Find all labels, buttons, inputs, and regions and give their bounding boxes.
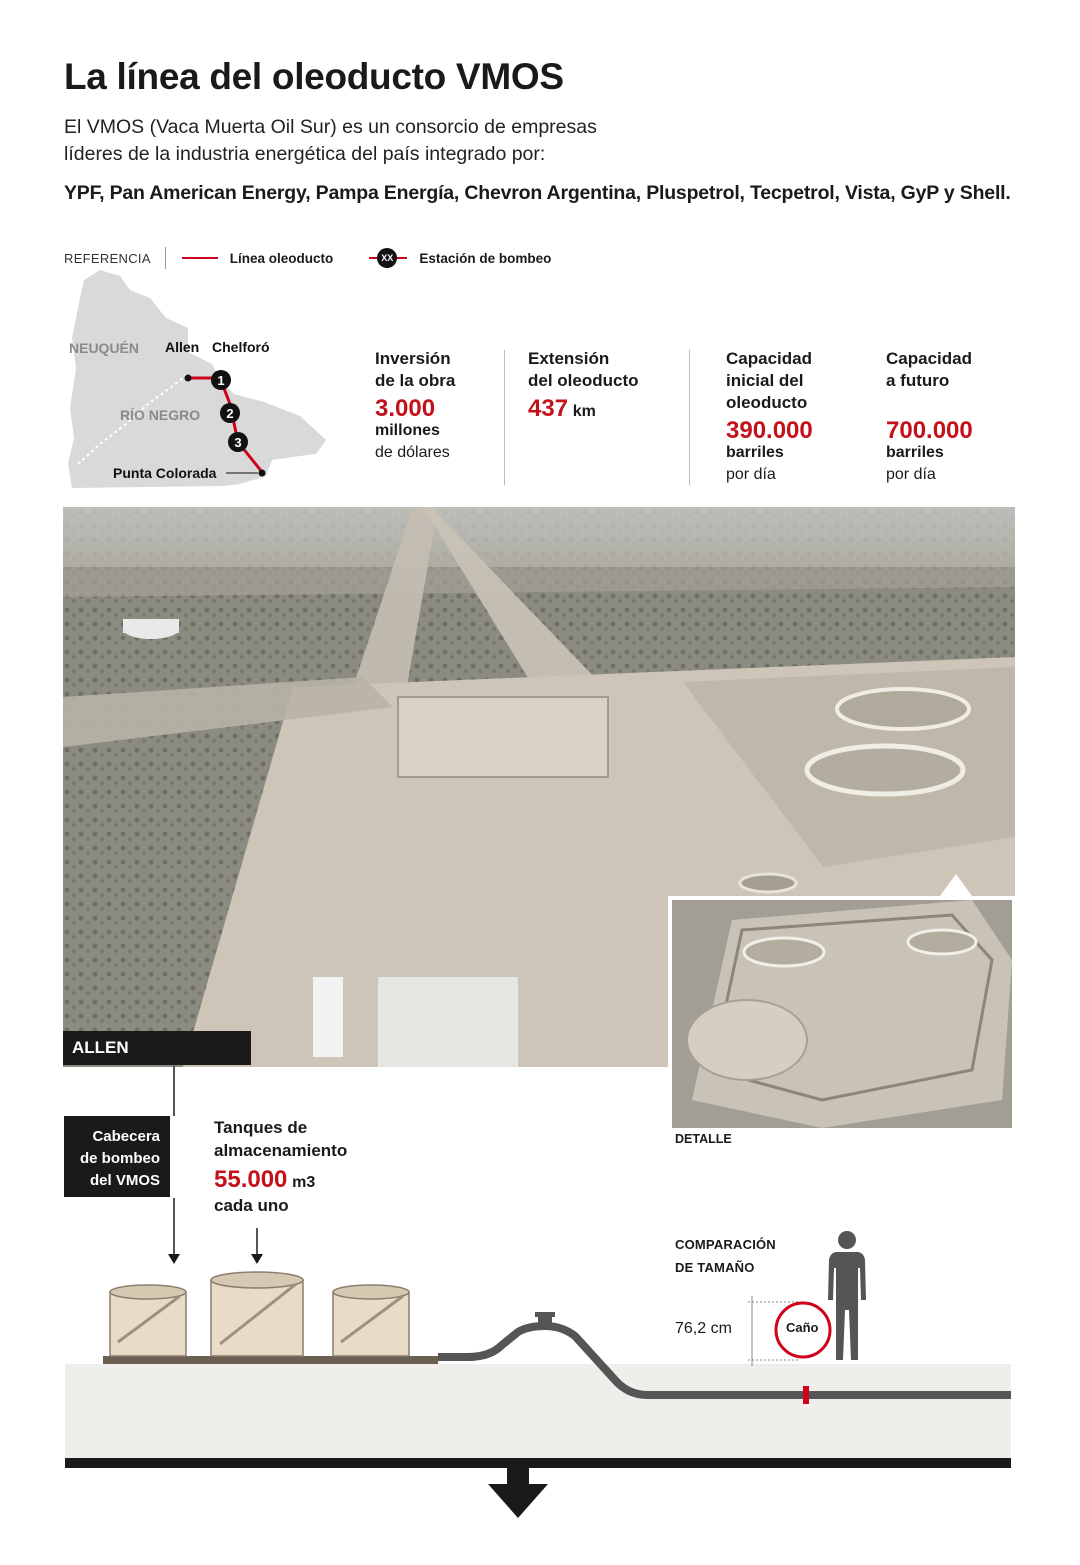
- intro-line-1: El VMOS (Vaca Muerta Oil Sur) es un consorcio de empresas: [64, 116, 597, 138]
- legend-divider: [165, 247, 166, 269]
- pump-station-icon: [369, 248, 407, 268]
- stats-divider-2: [689, 350, 690, 485]
- consortium-members: YPF, Pan American Energy, Pampa Energía, Chevron Argentina, Pluspetrol, Tecpetrol, Vista, GyP y Shell.: [64, 182, 1011, 204]
- pipe-diameter-value: 76,2 cm: [675, 1320, 732, 1337]
- station-1-label: 1: [217, 373, 225, 388]
- extension-value: 437: [528, 395, 569, 422]
- rio-negro-label: RÍO NEGRO: [120, 407, 201, 423]
- pipe-label: Caño: [786, 1320, 819, 1335]
- storage-tank-3: [333, 1285, 409, 1356]
- person-silhouette-icon: [828, 1231, 866, 1360]
- tanques-value: 55.000: [214, 1166, 288, 1193]
- intro-line-2: líderes de la industria energética del país integrado por:: [64, 143, 546, 165]
- allen-location-tag: ALLEN: [63, 1031, 251, 1065]
- stat-extension: Extensión del oleoducto 437 km: [528, 349, 639, 422]
- detail-label: DETALLE: [675, 1132, 732, 1146]
- station-2-label: 2: [226, 406, 234, 421]
- stat-inversion: Inversión de la obra 3.000 millones de dólares: [375, 349, 456, 461]
- legend-line-label: Línea oleoducto: [229, 250, 334, 266]
- capacidad-inicial-value: 390.000: [726, 417, 813, 444]
- ground-base-line: [65, 1458, 1011, 1468]
- pipeline-diagram: [0, 1060, 1080, 1565]
- allen-label: Allen: [165, 339, 200, 355]
- detail-pointer-icon: [940, 874, 972, 898]
- down-arrow-icon: [488, 1484, 548, 1518]
- legend-reference: REFERENCIA: [64, 250, 151, 266]
- legend-station-label: Estación de bombeo: [419, 250, 552, 266]
- inversion-value: 3.000: [375, 395, 436, 422]
- cabecera-label: Cabecera de bombeo del VMOS: [64, 1116, 170, 1197]
- punta-colorada-label: Punta Colorada: [113, 465, 217, 481]
- page-title: La línea del oleoducto VMOS: [64, 56, 564, 97]
- station-3-label: 3: [234, 435, 242, 450]
- tanques-label: Tanques de almacenamiento 55.000 m3 cada uno: [214, 1118, 348, 1215]
- stats-divider-1: [504, 350, 505, 485]
- allen-dot: [185, 375, 192, 382]
- station-code: XX: [377, 248, 397, 268]
- legend: [64, 248, 551, 268]
- pipeline-map: [64, 268, 344, 490]
- capacidad-futuro-value: 700.000: [886, 417, 973, 444]
- chelforo-label: Chelforó: [212, 339, 270, 355]
- ground-section: [65, 1364, 1011, 1460]
- pipe-cut-marker: [803, 1386, 809, 1404]
- stat-capacidad-futuro: Capacidad a futuro 700.000 barriles por día: [886, 349, 973, 483]
- punta-colorada-dot: [259, 470, 266, 477]
- comparison-title: COMPARACIÓN DE TAMAÑO: [675, 1237, 776, 1275]
- storage-tank-2: [211, 1272, 303, 1356]
- storage-tank-1: [110, 1285, 186, 1356]
- stat-capacidad-inicial: Capacidad inicial del oleoducto 390.000 barriles por día: [726, 349, 813, 483]
- intro-text: [64, 114, 597, 168]
- neuquen-label: NEUQUÉN: [69, 340, 140, 356]
- pipeline-line-icon: [182, 257, 218, 259]
